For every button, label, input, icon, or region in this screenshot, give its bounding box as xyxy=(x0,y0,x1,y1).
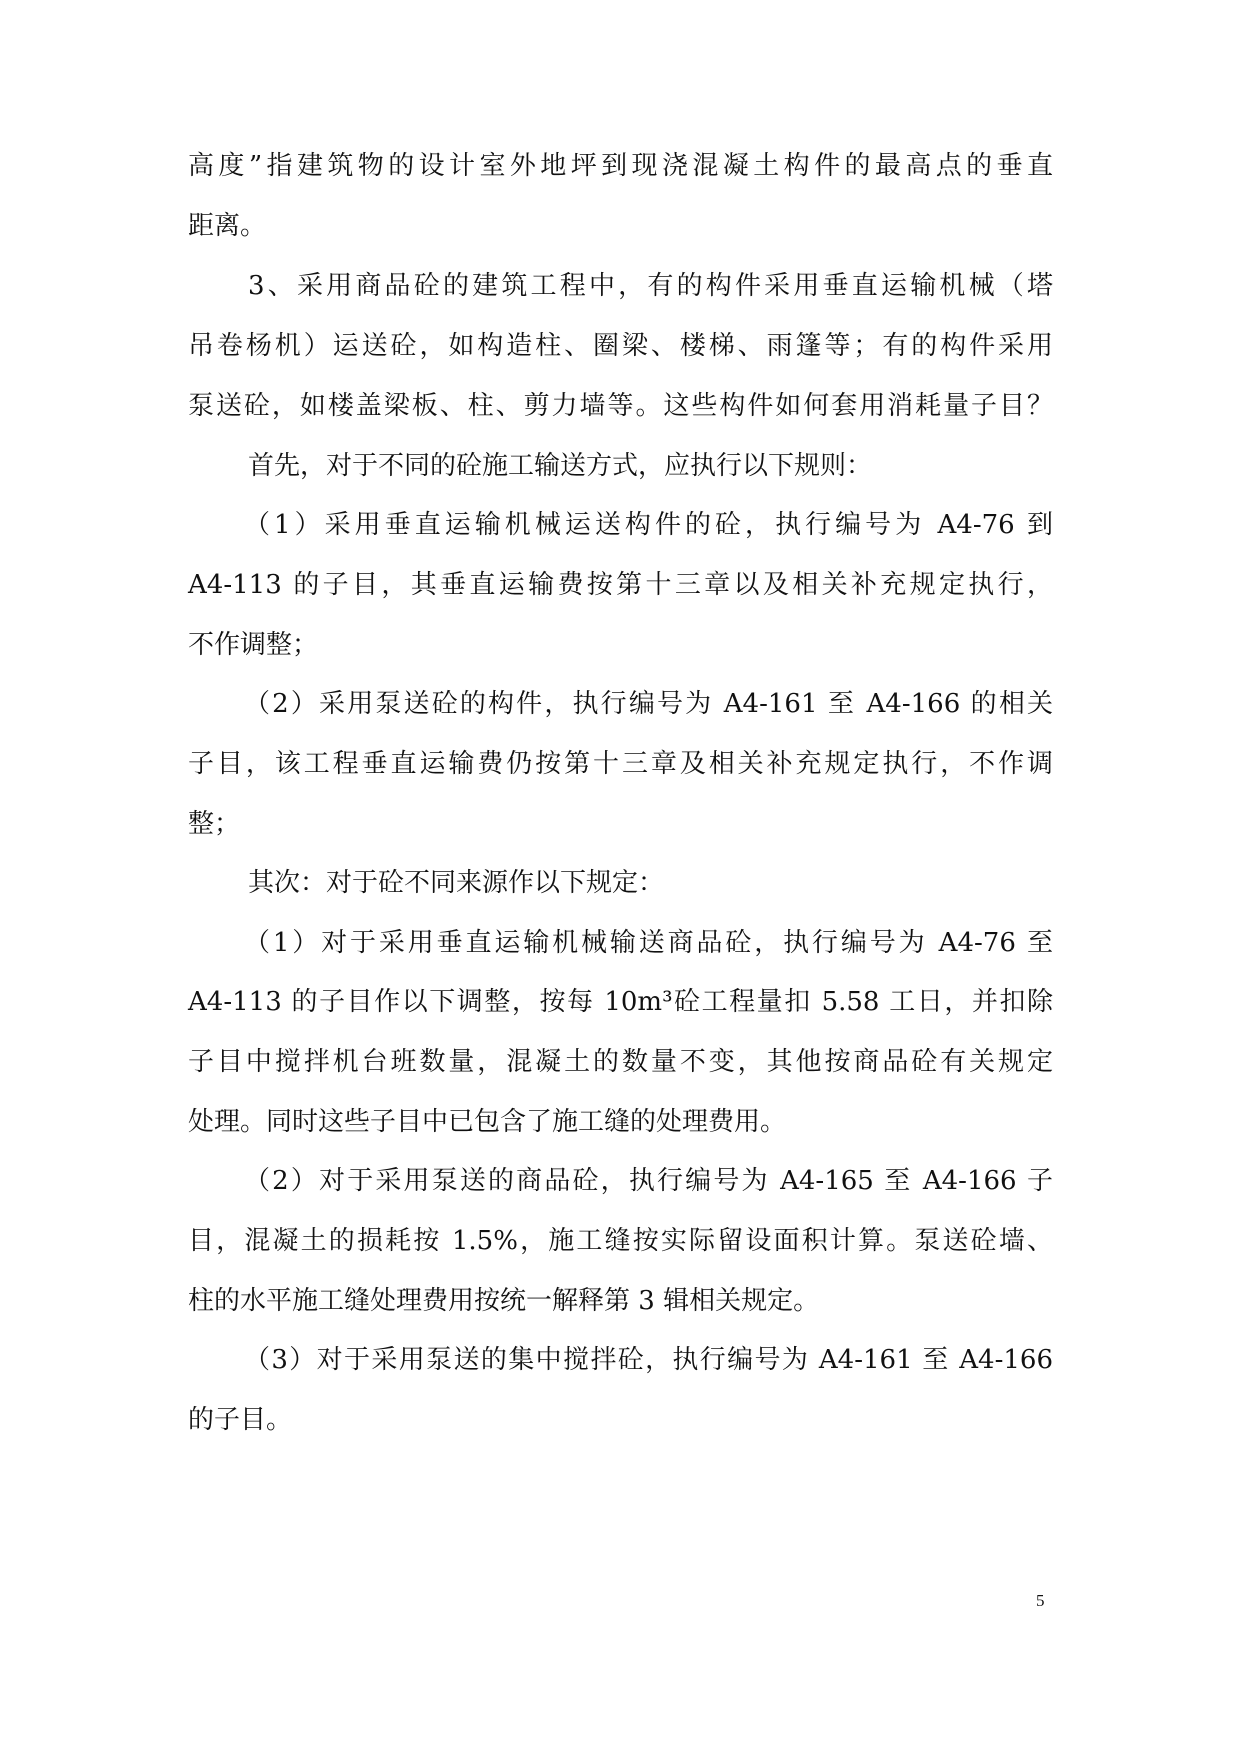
text-line-19: 目，混凝土的损耗按 1.5%，施工缝按实际留设面积计算。泵送砼墙、 xyxy=(188,1226,1053,1256)
text-line-21: （3）对于采用泵送的集中搅拌砼，执行编号为 A4-161 至 A4-166 xyxy=(244,1345,1053,1375)
text-line-11: 子目，该工程垂直运输费仍按第十三章及相关补充规定执行，不作调 xyxy=(188,749,1053,779)
text-line-5: 泵送砼，如楼盖梁板、柱、剪力墙等。这些构件如何套用消耗量子目？ xyxy=(188,391,1053,421)
text-line-12: 整； xyxy=(188,809,241,839)
text-line-20: 柱的水平施工缝处理费用按统一解释第 3 辑相关规定。 xyxy=(188,1286,820,1316)
text-line-7: （1）采用垂直运输机械运送构件的砼，执行编号为 A4-76 到 xyxy=(244,510,1053,540)
text-line-15: A4-113 的子目作以下调整，按每 10m³砼工程量扣 5.58 工日，并扣除 xyxy=(188,987,1053,1017)
text-line-6: 首先，对于不同的砼施工输送方式，应执行以下规则： xyxy=(248,451,873,481)
text-line-10: （2）采用泵送砼的构件，执行编号为 A4-161 至 A4-166 的相关 xyxy=(244,689,1053,719)
text-line-8: A4-113 的子目，其垂直运输费按第十三章以及相关补充规定执行， xyxy=(188,570,1053,600)
text-line-4: 吊卷杨机）运送砼，如构造柱、圈梁、楼梯、雨篷等；有的构件采用 xyxy=(188,331,1053,361)
text-line-17: 处理。同时这些子目中已包含了施工缝的处理费用。 xyxy=(188,1107,787,1137)
text-line-9: 不作调整； xyxy=(188,630,319,660)
text-line-3: 3、采用商品砼的建筑工程中，有的构件采用垂直运输机械（塔 xyxy=(248,271,1053,301)
page-number: 5 xyxy=(1036,1591,1045,1610)
text-line-13: 其次：对于砼不同来源作以下规定： xyxy=(248,868,665,898)
text-line-22: 的子目。 xyxy=(188,1405,293,1435)
text-line-14: （1）对于采用垂直运输机械输送商品砼，执行编号为 A4-76 至 xyxy=(244,928,1053,958)
text-line-16: 子目中搅拌机台班数量，混凝土的数量不变，其他按商品砼有关规定 xyxy=(188,1047,1053,1077)
text-line-1: 高度”指建筑物的设计室外地坪到现浇混凝土构件的最高点的垂直 xyxy=(188,151,1053,181)
text-line-18: （2）对于采用泵送的商品砼，执行编号为 A4-165 至 A4-166 子 xyxy=(244,1166,1053,1196)
text-line-2: 距离。 xyxy=(188,211,267,241)
